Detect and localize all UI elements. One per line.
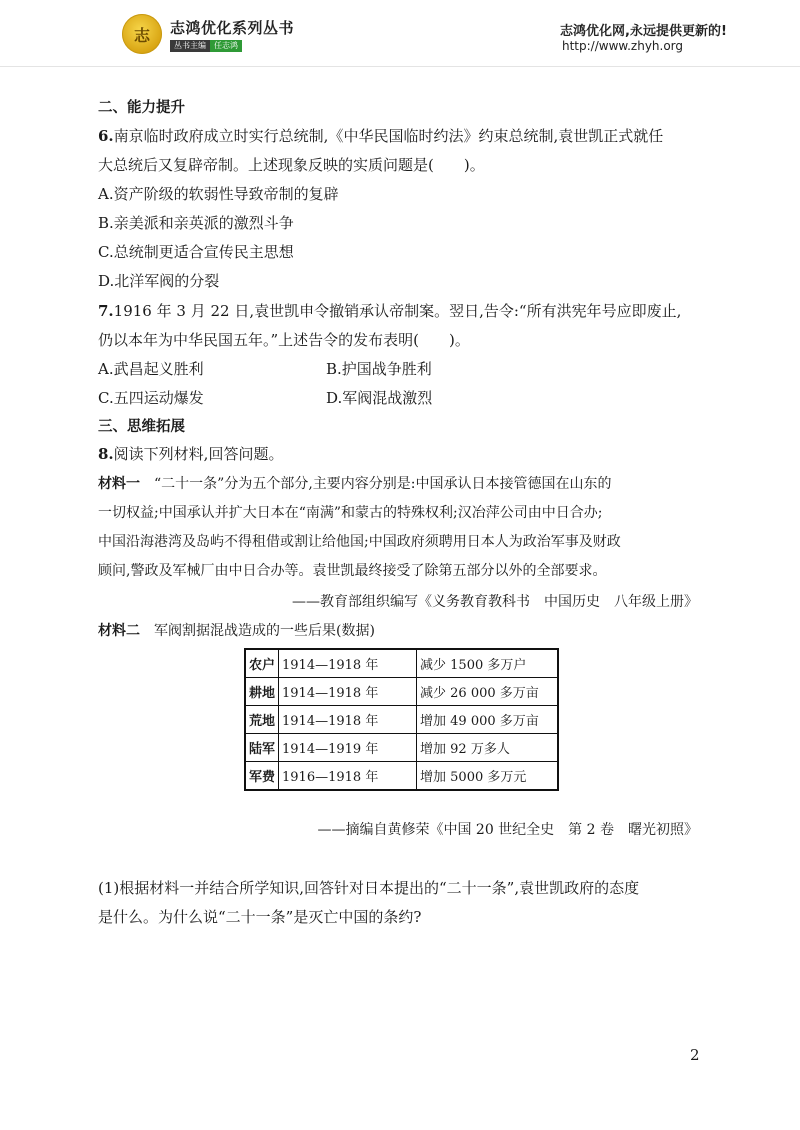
material2-label: 材料二 xyxy=(98,623,140,639)
q7-option-d: D.军阀混战激烈 xyxy=(326,389,433,407)
q8-text: 阅读下列材料,回答问题。 xyxy=(113,445,284,463)
page-number: 2 xyxy=(690,1046,700,1064)
material1-line2: 一切权益;中国承认并扩大日本在“南满”和蒙古的特殊权利;汉冶萍公司由中日合办; xyxy=(98,505,603,521)
publisher-logo-icon xyxy=(122,14,162,54)
q7-number: 7. xyxy=(98,302,114,320)
section-heading-ability: 二、能力提升 xyxy=(98,100,185,116)
material1-line3: 中国沿海港湾及岛屿不得租借或割让给他国;中国政府须聘用日本人为政治军事及财政 xyxy=(98,534,621,550)
q8-number: 8. xyxy=(98,445,114,463)
q8-stem xyxy=(98,444,283,464)
table-cell-period: 1914—1919 年 xyxy=(279,734,417,762)
q8-sub1-line2: 是什么。为什么说“二十一条”是灭亡中国的条约? xyxy=(98,908,422,926)
q7-stem-line1 xyxy=(98,301,681,321)
q7-option-c: C.五四运动爆发 xyxy=(98,389,204,407)
q6-text1: 南京临时政府成立时实行总统制,《中华民国临时约法》约束总统制,袁世凯正式就任 xyxy=(113,127,664,145)
material1-text1: “二十一条”分为五个部分,主要内容分别是:中国承认日本接管德国在山东的 xyxy=(140,476,612,492)
table-cell-item: 耕地 xyxy=(245,678,279,706)
series-title: 志鸿优化系列丛书 xyxy=(170,19,295,37)
editor-badges xyxy=(170,40,242,52)
q7-option-b: B.护国战争胜利 xyxy=(326,360,432,378)
material1-line4: 顾问,警政及军械厂由中日合办等。袁世凯最终接受了除第五部分以外的全部要求。 xyxy=(98,563,607,579)
table-row xyxy=(245,734,558,762)
table-cell-item: 军费 xyxy=(245,762,279,791)
material1-line1 xyxy=(98,474,611,494)
q6-option-b: B.亲美派和亲英派的激烈斗争 xyxy=(98,214,294,232)
q6-option-a: A.资产阶级的软弱性导致帝制的复辟 xyxy=(98,185,339,203)
header-divider xyxy=(0,66,800,67)
material2-source: ——摘编自黄修荣《中国 20 世纪全史 第 2 卷 曙光初照》 xyxy=(317,822,698,838)
table-cell-period: 1914—1918 年 xyxy=(279,706,417,734)
material2-caption: 军阀割据混战造成的一些后果(数据) xyxy=(140,623,375,639)
page-header xyxy=(0,0,800,70)
logo-glyph: 志 xyxy=(133,26,150,45)
material2-heading xyxy=(98,621,375,641)
q7-stem-line2: 仍以本年为中华民国五年。”上述告令的发布表明( )。 xyxy=(98,331,470,349)
table-cell-item: 农户 xyxy=(245,649,279,678)
editor-label: 丛书主编 xyxy=(170,40,210,52)
q6-number: 6. xyxy=(98,127,114,145)
table-row xyxy=(245,706,558,734)
q7-option-a: A.武昌起义胜利 xyxy=(98,360,204,378)
table-row xyxy=(245,678,558,706)
material1-source: ——教育部组织编写《义务教育教科书 中国历史 八年级上册》 xyxy=(292,594,698,610)
table-row xyxy=(245,762,558,791)
q6-option-c: C.总统制更适合宣传民主思想 xyxy=(98,243,294,261)
table-cell-period: 1914—1918 年 xyxy=(279,649,417,678)
q7-text1: 1916 年 3 月 22 日,袁世凯申令撤销承认帝制案。翌日,告令:“所有洪宪年号应即废止, xyxy=(113,302,682,320)
material1-label: 材料一 xyxy=(98,476,140,492)
q6-stem-line2: 大总统后又复辟帝制。上述现象反映的实质问题是( )。 xyxy=(98,156,485,174)
q6-stem-line1 xyxy=(98,126,663,146)
table-cell-change: 增加 5000 多万元 xyxy=(417,762,559,791)
q8-sub1-line1: (1)根据材料一并结合所学知识,回答针对日本提出的“二十一条”,袁世凯政府的态度 xyxy=(98,879,640,897)
table-cell-period: 1916—1918 年 xyxy=(279,762,417,791)
table-cell-change: 增加 49 000 多万亩 xyxy=(417,706,559,734)
section-heading-thinking: 三、思维拓展 xyxy=(98,419,185,435)
editor-name: 任志鸿 xyxy=(210,40,242,52)
table-cell-change: 减少 26 000 多万亩 xyxy=(417,678,559,706)
table-cell-change: 减少 1500 多万户 xyxy=(417,649,559,678)
table-cell-item: 陆军 xyxy=(245,734,279,762)
table-cell-change: 增加 92 万多人 xyxy=(417,734,559,762)
table-row xyxy=(245,649,558,678)
consequences-table xyxy=(244,648,559,791)
table-cell-item: 荒地 xyxy=(245,706,279,734)
q6-option-d: D.北洋军阀的分裂 xyxy=(98,272,220,290)
table-cell-period: 1914—1918 年 xyxy=(279,678,417,706)
site-url-link[interactable]: http://www.zhyh.org xyxy=(562,39,684,53)
site-slogan: 志鸿优化网,永远提供更新的! xyxy=(560,24,727,39)
